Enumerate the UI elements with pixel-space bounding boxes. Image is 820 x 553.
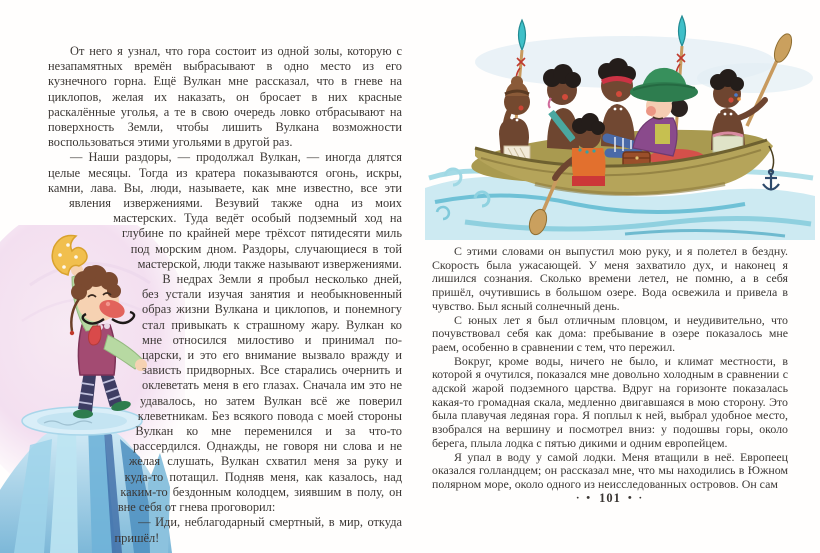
paragraph: Я упал в воду у самой лодки. Меня втащили в неё. Европеец оказался голландцем; он рассказал мне, что мы находились в Южном полярном море, около одного из неисследованных островов. Он сам [432, 449, 788, 491]
native-with-spear [499, 76, 530, 161]
page-footer [432, 491, 788, 506]
paragraph: Вокруг, кроме воды, ничего не было, и климат местности, в которой я очутился, показался мне довольно холодным в сравнении с адской жарой подземного царства. Вдруг на горизонте показалась какая-то громадная скала, медленно двигавшаяся в мою сторону. Это была плавучая ледяная гора. Я поплыл к ней, выбрал удобное место, взобрался на вершину и посмотрел вниз: у подошвы горы, около берега, плыла лодка с пятью дикими и одним европейцем. [432, 353, 788, 450]
boat-illustration [425, 6, 815, 240]
right-page-text [432, 245, 788, 492]
page-number: 101 [599, 491, 621, 505]
paragraph: — Иди, неблагодарный смертный, в мир, откуда пришёл! [114, 515, 402, 545]
paragraph: С этими словами он выпустил мою руку, и я полетел в бездну. Скорость была ужасающей. У меня захватило дух, и наконец я лишился сознания. Сколько времени летел, не помню, а в себя пришёл, очутившись в большом озере. Вода освежила и привела в чувство. Был ясный солнечный день. [432, 244, 788, 313]
paragraph: — Наши раздоры, — продолжал Вулкан, — иногда длятся целые месяцы. Тогда из кратера показываются огонь, искры, камни, лава. Вы, люди, называете, как мне известно, все эти явления извержениями. Везувий также одна из моих мастерских. Туда ведёт особый подземный ход на глубине по крайней мере трёхсот пятидесяти миль под морским дном. Раздоры, случающиеся в той мастерской, люди также называют извержениями. [48, 150, 402, 271]
left-page-text [48, 44, 402, 553]
ornament-dots-right: • · [627, 492, 645, 504]
ornament-dots-left: · • [575, 492, 593, 504]
paragraph: От него я узнал, что гора состоит из одной золы, которую с незапамятных времён выбрасывают в одно место из его кузнечного горна. Ещё Вулкан мне рассказал, что в гневе на циклопов, желая их наказать, он бросает в них красные раскалённые уголья, а те в свою очередь ловко отбрасывают на поверхность Земли, чтобы лишить Вулкана возможности воспользоваться этими угольями в другой раз. [48, 44, 402, 150]
native-with-headband [598, 58, 636, 148]
paragraph: С юных лет я был отличным пловцом, и неудивительно, что почувствовал себя как дома: пребывание в озере показалось мне раем, особенно в сравнении с тем, что пережил. [432, 312, 788, 354]
paragraph: В недрах Земли я пробыл несколько дней, без устали изучая занятия и необыкновенный образ жизни Вулкана и циклопов, и понемногу стал привыкать к страшному жару. Вулкан ко мне относился милостиво и принимал по-царски, и это его внимание вызвало вражду и зависть придворных. Все старались очернить и оклеветать меня в его глазах. Сначала им это не удавалось, но затем Вулкан всё же поверил клеветникам. Без всякого повода с моей стороны Вулкан ко мне переменился и за что-то рассердился. Однажды, не говоря ни слова и не желая слушать, Вулкан схватил меня за руку и куда-то потащил. Подняв меня, как казалось, над каким-то бездонным колодцем, зиявшим в полу, он вне себя от гнева проговорил: [117, 272, 402, 515]
